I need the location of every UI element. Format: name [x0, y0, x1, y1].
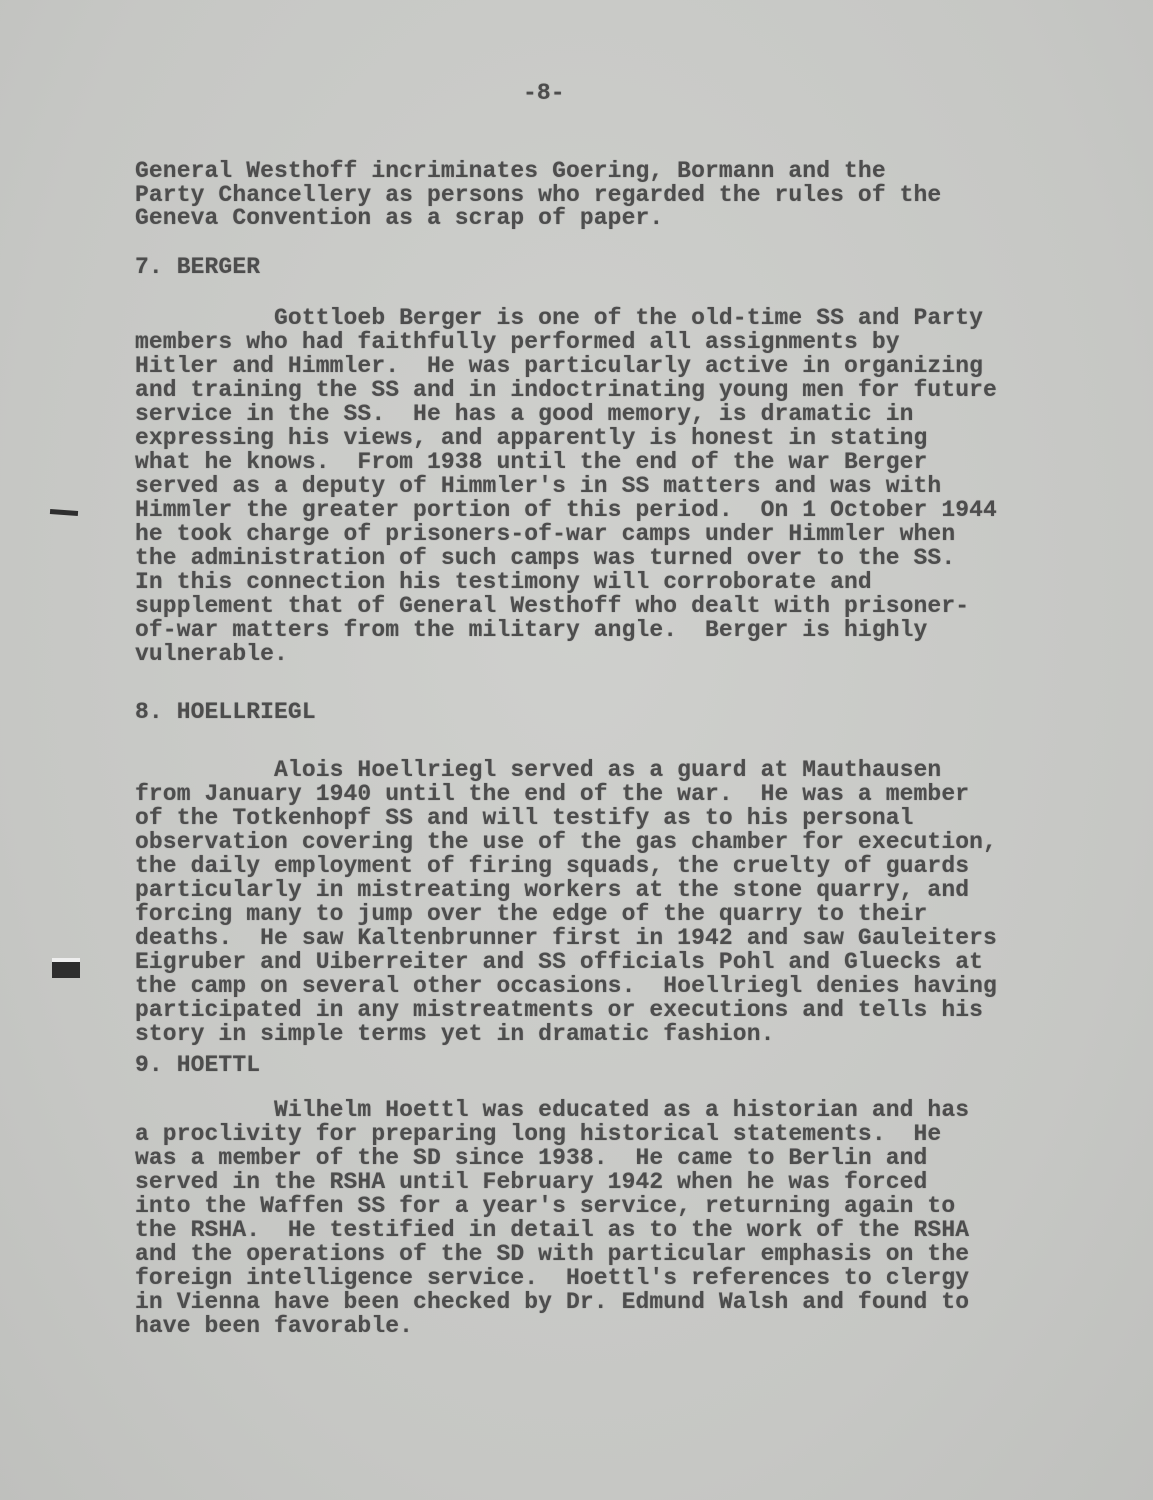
text-line: the camp on several other occasions. Hoellriegl denies having	[135, 973, 997, 999]
text-line: in Vienna have been checked by Dr. Edmund Walsh and found to	[135, 1289, 970, 1315]
text-line: Eigruber and Uiberreiter and SS officials Pohl and Gluecks at	[135, 949, 984, 975]
text-line: deaths. He saw Kaltenbrunner first in 1942 and saw Gauleiters	[135, 925, 997, 951]
section-body-hoettl	[135, 1098, 969, 1338]
text-line: Wilhelm Hoettl was educated as a historian and has	[135, 1097, 970, 1123]
text-line: the RSHA. He testified in detail as to the work of the RSHA	[135, 1217, 970, 1243]
intro-paragraph	[135, 160, 941, 231]
text-line: into the Waffen SS for a year's service, returning again to	[135, 1193, 956, 1219]
text-line: participated in any mistreatments or executions and tells his	[135, 997, 984, 1023]
text-line: forcing many to jump over the edge of the quarry to their	[135, 901, 928, 927]
text-line: served as a deputy of Himmler's in SS matters and was with	[135, 473, 942, 499]
section-body-berger	[135, 306, 997, 666]
text-line: supplement that of General Westhoff who dealt with prisoner-	[135, 593, 970, 619]
text-line: foreign intelligence service. Hoettl's references to clergy	[135, 1265, 970, 1291]
text-line: observation covering the use of the gas chamber for execution,	[135, 829, 997, 855]
text-line: Party Chancellery as persons who regarded the rules of the	[135, 181, 942, 208]
text-line: served in the RSHA until February 1942 when he was forced	[135, 1169, 928, 1195]
text-line: vulnerable.	[135, 641, 288, 667]
section-heading-hoellriegl: 8. HOELLRIEGL	[135, 699, 316, 725]
text-line: members who had faithfully performed all assignments by	[135, 329, 900, 355]
margin-mark	[52, 958, 80, 978]
text-line: General Westhoff incriminates Goering, Bormann and the	[135, 158, 886, 184]
page-number: -8-	[523, 80, 565, 106]
section-heading-hoettl: 9. HOETTL	[135, 1052, 261, 1078]
text-line: was a member of the SD since 1938. He came to Berlin and	[135, 1145, 928, 1171]
text-line: of-war matters from the military angle. Berger is highly	[135, 617, 928, 643]
section-heading-berger: 7. BERGER	[135, 254, 261, 280]
text-line: In this connection his testimony will corroborate and	[135, 569, 872, 595]
text-line: what he knows. From 1938 until the end of the war Berger	[135, 449, 928, 475]
text-line: a proclivity for preparing long historical statements. He	[135, 1121, 942, 1147]
text-line: Gottloeb Berger is one of the old-time SS and Party	[135, 305, 984, 331]
text-line: the administration of such camps was turned over to the SS.	[135, 545, 956, 571]
section-body-hoellriegl	[135, 758, 997, 1046]
text-line: service in the SS. He has a good memory, is dramatic in	[135, 401, 914, 427]
text-line: story in simple terms yet in dramatic fashion.	[135, 1021, 775, 1047]
text-line: Hitler and Himmler. He was particularly active in organizing	[135, 353, 984, 379]
text-line: he took charge of prisoners-of-war camps under Himmler when	[135, 521, 956, 547]
text-line: Alois Hoellriegl served as a guard at Mauthausen	[135, 757, 942, 783]
text-line: Himmler the greater portion of this period. On 1 October 1944	[135, 497, 997, 523]
text-line: Geneva Convention as a scrap of paper.	[135, 205, 664, 231]
text-line: of the Totkenhopf SS and will testify as to his personal	[135, 805, 914, 831]
text-line: from January 1940 until the end of the war. He was a member	[135, 781, 970, 807]
text-line: the daily employment of firing squads, the cruelty of guards	[135, 853, 970, 879]
text-line: have been favorable.	[135, 1313, 414, 1339]
text-line: and the operations of the SD with particular emphasis on the	[135, 1241, 970, 1267]
text-line: expressing his views, and apparently is honest in stating	[135, 425, 928, 451]
text-line: particularly in mistreating workers at the stone quarry, and	[135, 877, 970, 903]
text-line: and training the SS and in indoctrinating young men for future	[135, 377, 997, 403]
